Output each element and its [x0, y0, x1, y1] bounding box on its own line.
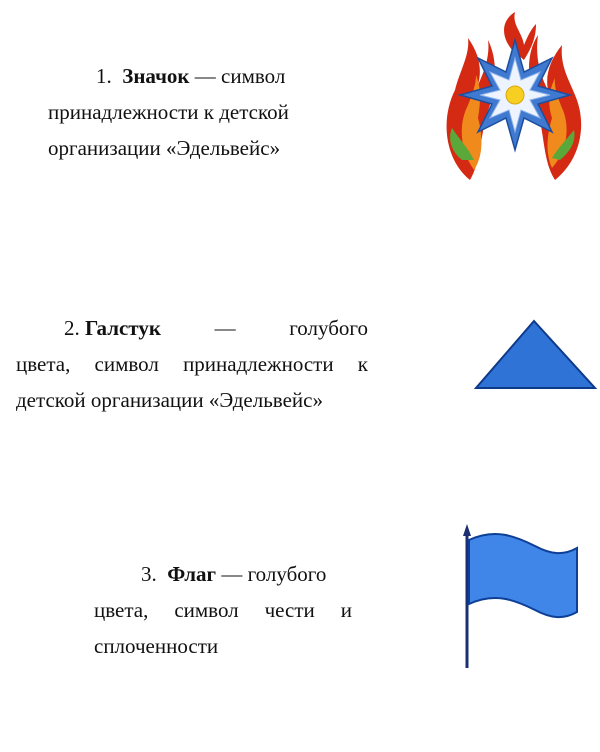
item-1-number: 1. — [96, 64, 112, 88]
item-3-word: цвета, — [94, 598, 149, 622]
flag-icon — [455, 522, 585, 670]
item-2-word: принадлежности — [183, 352, 334, 376]
item-3-description-start: — голубого — [221, 562, 327, 586]
edelweiss-badge-icon — [440, 10, 590, 190]
item-2-word: символ — [94, 352, 159, 376]
item-2-line-3: детской организации «Эдельвейс» — [16, 388, 323, 412]
item-1-term: Значок — [122, 64, 190, 88]
item-3-line-2 — [94, 592, 352, 628]
tie-triangle-icon — [470, 318, 600, 393]
item-1-line-1 — [48, 58, 348, 94]
item-3-number: 3. — [141, 562, 157, 586]
item-3-line-3: сплоченности — [94, 634, 219, 658]
item-1-description-start: — символ — [194, 64, 286, 88]
item-3-word: и — [340, 598, 352, 622]
item-3-word: чести — [264, 598, 315, 622]
item-1-line-3: организации «Эдельвейс» — [48, 136, 281, 160]
item-2-text — [16, 310, 368, 418]
item-2-line-2 — [16, 346, 368, 382]
item-3-term: Флаг — [167, 562, 217, 586]
item-3-word: символ — [174, 598, 239, 622]
item-2-number: 2. — [64, 316, 80, 340]
item-2-word: цвета, — [16, 352, 71, 376]
item-1-text — [48, 58, 348, 166]
item-2-line-1 — [16, 310, 368, 346]
item-2-dash: — — [214, 316, 236, 340]
item-2-word: к — [357, 352, 368, 376]
item-1-line-2: принадлежности к детской — [48, 100, 289, 124]
item-2-term: Галстук — [85, 316, 161, 340]
item-3-line-1 — [94, 556, 352, 592]
item-3-text — [94, 556, 352, 664]
item-2-word: голубого — [289, 316, 368, 340]
